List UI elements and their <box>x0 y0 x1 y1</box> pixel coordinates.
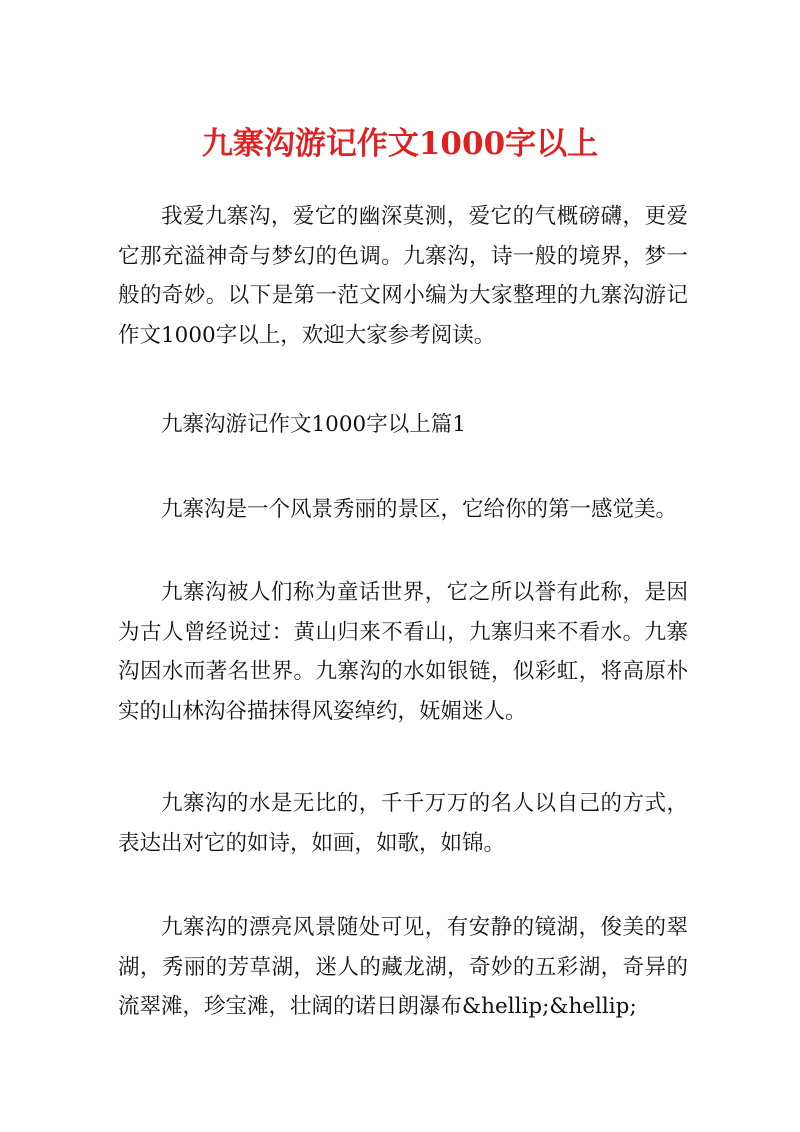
section-heading: 九寨沟游记作文1000字以上篇1 <box>161 412 466 437</box>
body-paragraph: 九寨沟的漂亮风景随处可见，有安静的镜湖，俊美的翠湖，秀丽的芳草湖，迷人的藏龙湖，奇妙的五彩湖，奇异的流翠滩，珍宝滩，壮阔的诺日朗瀑布&hellip;&hellip; <box>118 915 688 1019</box>
body-paragraph: 九寨沟是一个风景秀丽的景区，它给你的第一感觉美。 <box>161 497 678 522</box>
intro-paragraph: 我爱九寨沟，爱它的幽深莫测，爱它的气概磅礴，更爱它那充溢神奇与梦幻的色调。九寨沟，诗一般的境界，梦一般的奇妙。以下是第一范文网小编为大家整理的九寨沟游记作文1000字以上，欢迎大家参考阅读。 <box>118 204 688 348</box>
body-paragraph: 九寨沟的水是无比的，千千万万的名人以自己的方式，表达出对它的如诗，如画，如歌，如锦。 <box>118 791 688 856</box>
body-paragraph: 九寨沟被人们称为童话世界，它之所以誉有此称，是因为古人曾经说过：黄山归来不看山，九寨归来不看水。九寨沟因水而著名世界。九寨沟的水如银链，似彩虹，将高原朴实的山林沟谷描抹得风姿绰约，妩媚迷人。 <box>118 580 688 724</box>
document-title: 九寨沟游记作文1000字以上 <box>201 126 599 162</box>
